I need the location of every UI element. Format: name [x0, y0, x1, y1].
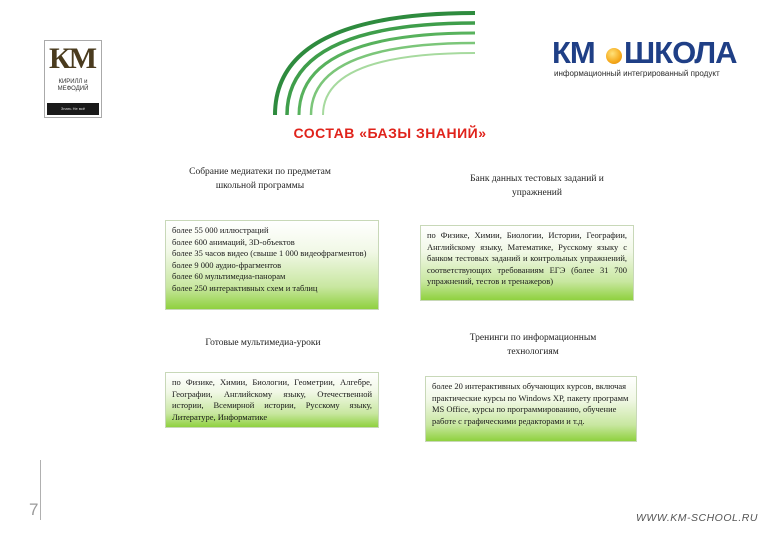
- trainings-box: более 20 интерактивных обучающих курсов, включая практические курсы по Windows XP, пакету программ MS Office, курсы по программированию, обучение работе с графическими редакторами и т.д.: [425, 376, 637, 442]
- logo-orange-dot-icon: [606, 48, 622, 64]
- media-caption: Собрание медиатеки по предметам школьной программы: [189, 167, 331, 191]
- media-line: более 60 мультимедиа-панорам: [172, 271, 286, 282]
- logo-tagline: информационный интегрированный продукт: [554, 69, 720, 78]
- lessons-caption: Готовые мультимедиа-уроки: [205, 338, 321, 348]
- page-number-divider: [40, 460, 41, 520]
- logo-brand-line2: МЕФОДИЙ: [57, 86, 89, 92]
- media-line: более 250 интерактивных схем и таблиц: [172, 282, 318, 293]
- logo-monogram: КМ: [49, 42, 96, 75]
- media-line: более 600 анимаций, 3D-объектов: [172, 236, 295, 247]
- lessons-box: по Физике, Химии, Биологии, Геометрии, Алгебре, Географии, Английскому языку, Отечественной истории, Всемирной истории, Русскому языку, Литературе, Информатике: [165, 372, 379, 428]
- logo-brand-text: [45, 79, 101, 93]
- bank-box: по Физике, Химии, Биологии, Истории, Географии, Английскому языку, Математике, Русскому языку с банком тестовых заданий и контрольных упражнений, соответствующих требованиям ЕГЭ (более 31 700 упражнений, тестов и тренажеров): [420, 225, 634, 301]
- media-line: более 55 000 иллюстраций: [172, 225, 269, 235]
- bank-caption: Банк данных тестовых заданий и упражнений: [470, 174, 604, 198]
- logo-strip: Знать Не всё: [47, 103, 99, 115]
- media-line: более 9 000 аудио-фрагментов: [172, 259, 282, 270]
- km-school-logo: [552, 35, 752, 82]
- website-url: WWW.KM-SCHOOL.RU: [636, 512, 758, 524]
- logo-brand-line1: КИРИЛЛ и: [58, 79, 88, 85]
- page-title: СОСТАВ «БАЗЫ ЗНАНИЙ»: [293, 125, 487, 141]
- logo-km-text: КМ: [552, 35, 595, 70]
- logo-school-text: ШКОЛА: [624, 35, 737, 70]
- kirill-methodius-logo: [44, 40, 102, 118]
- media-line: более 35 часов видео (свыше 1 000 видеофрагментов): [172, 248, 367, 259]
- page-number: 7: [29, 500, 39, 519]
- media-box: [165, 220, 379, 310]
- trainings-caption: Тренинги по информационным технологиям: [469, 333, 597, 357]
- green-arcs-decoration: [255, 5, 495, 120]
